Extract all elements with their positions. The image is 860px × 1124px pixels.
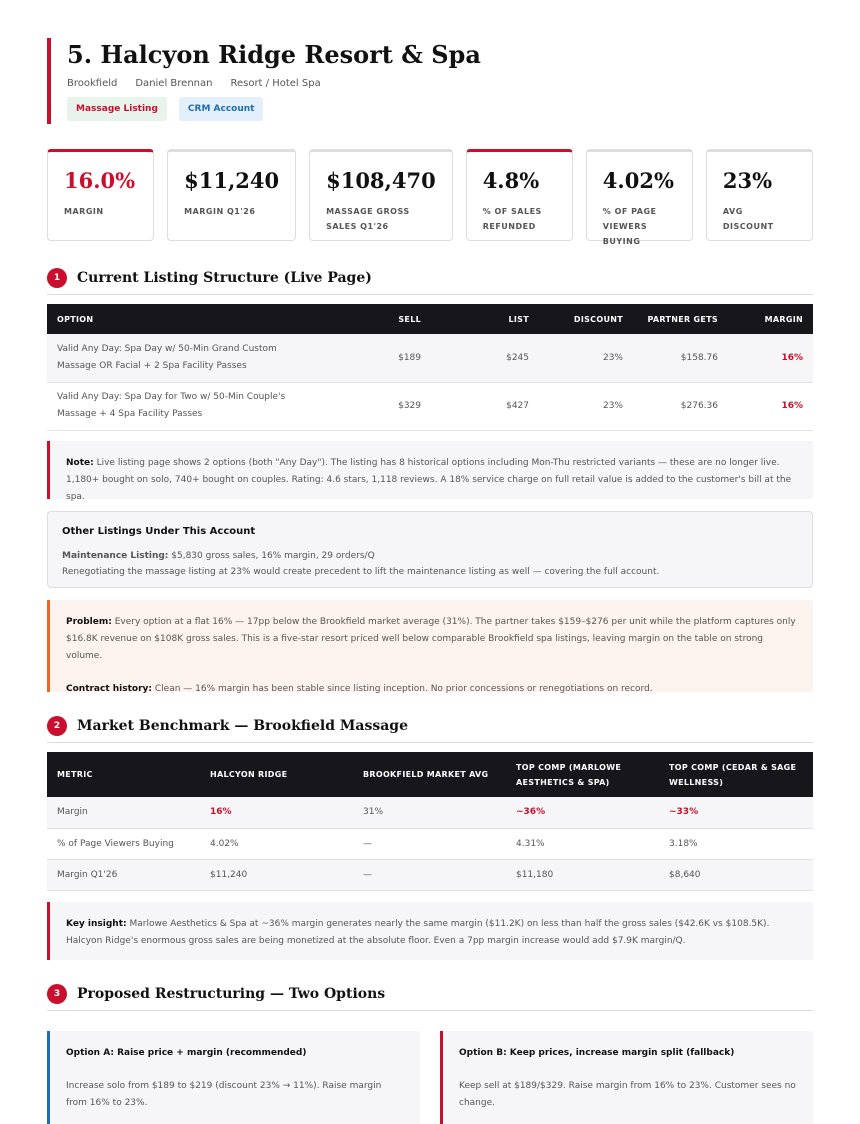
section-title: Market Benchmark — Brookfield Massage bbox=[77, 718, 408, 734]
contract-history-text: Clean — 16% margin has been stable since listing inception. No prior concessions or renegotiations on record. bbox=[152, 684, 653, 694]
discount-cell: 23% bbox=[539, 382, 633, 430]
benchmark-table bbox=[47, 752, 813, 891]
header-tags bbox=[67, 97, 827, 121]
halcyon-cell: 4.02% bbox=[200, 828, 353, 859]
metric-cell: Margin bbox=[47, 797, 200, 828]
column-header: MARGIN bbox=[728, 304, 813, 334]
kpi-label: AVG DISCOUNT bbox=[722, 207, 774, 231]
kpi-value: 4.02% bbox=[602, 168, 674, 193]
listing-table bbox=[47, 304, 813, 431]
market-avg-cell: 31% bbox=[353, 797, 506, 828]
page-title: 5. Halcyon Ridge Resort & Spa bbox=[67, 40, 481, 69]
section-number-badge: 2 bbox=[47, 716, 67, 736]
option-a-card bbox=[47, 1031, 420, 1124]
column-header: OPTION bbox=[47, 304, 377, 334]
option-text: Keep sell at $189/$329. Raise margin from 16% to 23%. Customer sees no change. bbox=[459, 1081, 796, 1108]
note-label: Note: bbox=[66, 458, 94, 468]
meta-owner: Daniel Brennan bbox=[135, 78, 213, 89]
kpi-value: 4.8% bbox=[482, 168, 540, 193]
partner-gets-cell: $276.36 bbox=[633, 382, 728, 430]
section-number-badge: 1 bbox=[47, 268, 67, 288]
section-header-1 bbox=[47, 267, 813, 295]
metric-cell: % of Page Viewers Buying bbox=[47, 828, 200, 859]
cedar-sage-cell: 3.18% bbox=[659, 828, 813, 859]
note-text: Live listing page shows 2 options (both "Any Day"). The listing has 8 historical options including Mon-Thu restricted variants — these are no longer live. 1,180+ bought on solo, 740+ bought on couples. Rating: 4.6 stars, 1,118 reviews. A 18% service charge on full retail value is added to the customer's bill at the spa. bbox=[66, 458, 792, 502]
option-text: Increase solo from $189 to $219 (discount 23% → 11%). Raise margin from 16% to 23%. bbox=[66, 1081, 382, 1108]
insight-text: Marlowe Aesthetics & Spa at ~36% margin generates nearly the same margin ($11.2K) on less than half the gross sales ($42.6K vs $108.5K). Halcyon Ridge's enormous gross sales are being monetized at the absolute floor. Even a 7pp margin increase would add $7.9K margin/Q. bbox=[66, 919, 770, 946]
kpi-card-gross-sales bbox=[309, 149, 453, 241]
list-cell: $245 bbox=[431, 334, 539, 382]
options-row bbox=[47, 1031, 813, 1124]
option-title: Option B: Keep prices, increase margin split (fallback) bbox=[459, 1048, 735, 1058]
problem-label: Problem: bbox=[66, 617, 112, 627]
kpi-card-refunded bbox=[466, 149, 573, 241]
market-avg-cell: — bbox=[353, 859, 506, 890]
problem-box bbox=[47, 600, 813, 692]
kpi-value: $108,470 bbox=[326, 168, 436, 193]
halcyon-cell: 16% bbox=[200, 797, 353, 828]
kpi-label: % OF SALES REFUNDED bbox=[482, 207, 542, 231]
kpi-value: 23% bbox=[722, 168, 773, 193]
option-cell: Valid Any Day: Spa Day for Two w/ 50-Min Couple's Massage + 4 Spa Facility Passes bbox=[47, 382, 377, 430]
note-box bbox=[47, 441, 813, 502]
problem-text: Every option at a flat 16% — 17pp below the Brookfield market average (31%). The partner takes $159–$276 per unit while the platform captures only $16.8K revenue on $108K gross sales. This is a five-star resort priced well below comparable Brookfield spa listings, leaving margin on the table on strong volume. bbox=[66, 617, 796, 661]
section-title: Proposed Restructuring — Two Options bbox=[77, 986, 386, 1002]
key-insight-box bbox=[47, 902, 813, 960]
meta-city: Brookfield bbox=[67, 78, 118, 89]
kpi-row bbox=[47, 149, 813, 246]
option-cell: Valid Any Day: Spa Day w/ 50-Min Grand Custom Massage OR Facial + 2 Spa Facility Passes bbox=[47, 334, 377, 382]
crm-account-link[interactable]: CRM Account bbox=[179, 97, 264, 121]
problem-paragraph bbox=[66, 614, 797, 665]
metric-cell: Margin Q1'26 bbox=[47, 859, 200, 890]
option-b-card bbox=[440, 1031, 813, 1124]
list-cell: $427 bbox=[431, 382, 539, 430]
marlowe-cell: 4.31% bbox=[506, 828, 659, 859]
contract-history-paragraph bbox=[66, 681, 797, 698]
maintenance-listing-label: Maintenance Listing: bbox=[62, 551, 169, 561]
kpi-card-avg-discount bbox=[706, 149, 813, 241]
kpi-card-conversion bbox=[586, 149, 693, 246]
header-meta bbox=[67, 78, 827, 89]
kpi-label: MARGIN Q1'26 bbox=[184, 207, 256, 216]
section-number-badge: 3 bbox=[47, 984, 67, 1004]
insight-label: Key insight: bbox=[66, 919, 127, 929]
kpi-label: % OF PAGE VIEWERS BUYING bbox=[602, 207, 657, 246]
other-listings-box bbox=[47, 511, 813, 588]
maintenance-listing-text: $5,830 gross sales, 16% margin, 29 orders/Q bbox=[168, 551, 375, 561]
column-header: PARTNER GETS bbox=[633, 304, 728, 334]
kpi-value: $11,240 bbox=[184, 168, 280, 193]
marlowe-cell: $11,180 bbox=[506, 859, 659, 890]
table-header-row bbox=[47, 752, 813, 797]
column-header: TOP COMP (MARLOWE AESTHETICS & SPA) bbox=[506, 752, 659, 797]
kpi-value: 16.0% bbox=[64, 168, 136, 193]
kpi-card-margin-q1 bbox=[167, 149, 296, 241]
kpi-label: MARGIN bbox=[64, 207, 104, 216]
table-header-row bbox=[47, 304, 813, 334]
contract-history-label: Contract history: bbox=[66, 684, 153, 694]
massage-listing-link[interactable]: Massage Listing bbox=[67, 97, 167, 121]
cedar-sage-cell: ~33% bbox=[659, 797, 813, 828]
discount-cell: 23% bbox=[539, 334, 633, 382]
page-header bbox=[47, 38, 827, 124]
section-header-2 bbox=[47, 715, 813, 743]
table-row bbox=[47, 797, 813, 828]
section-header-3 bbox=[47, 983, 813, 1011]
column-header: DISCOUNT bbox=[539, 304, 633, 334]
section-title: Current Listing Structure (Live Page) bbox=[77, 270, 372, 286]
column-header: BROOKFIELD MARKET AVG bbox=[353, 752, 506, 797]
table-row bbox=[47, 382, 813, 430]
column-header: LIST bbox=[431, 304, 539, 334]
renegotiation-note: Renegotiating the massage listing at 23% would create precedent to lift the maintenance listing as well — covering the full account. bbox=[62, 567, 660, 577]
option-title: Option A: Raise price + margin (recommended) bbox=[66, 1048, 307, 1058]
market-avg-cell: — bbox=[353, 828, 506, 859]
table-row bbox=[47, 828, 813, 859]
column-header: SELL bbox=[377, 304, 431, 334]
meta-category: Resort / Hotel Spa bbox=[230, 78, 321, 89]
column-header: HALCYON RIDGE bbox=[200, 752, 353, 797]
kpi-card-margin bbox=[47, 149, 154, 241]
partner-gets-cell: $158.76 bbox=[633, 334, 728, 382]
marlowe-cell: ~36% bbox=[506, 797, 659, 828]
halcyon-cell: $11,240 bbox=[200, 859, 353, 890]
column-header: TOP COMP (CEDAR & SAGE WELLNESS) bbox=[659, 752, 813, 797]
table-row bbox=[47, 334, 813, 382]
maintenance-listing-line bbox=[62, 548, 798, 564]
column-header: METRIC bbox=[47, 752, 200, 797]
table-row bbox=[47, 859, 813, 890]
kpi-label: MASSAGE GROSS SALES Q1'26 bbox=[326, 207, 410, 231]
sell-cell: $189 bbox=[377, 334, 431, 382]
margin-cell: 16% bbox=[728, 334, 813, 382]
sell-cell: $329 bbox=[377, 382, 431, 430]
margin-cell: 16% bbox=[728, 382, 813, 430]
other-listings-title: Other Listings Under This Account bbox=[62, 526, 256, 537]
cedar-sage-cell: $8,640 bbox=[659, 859, 813, 890]
